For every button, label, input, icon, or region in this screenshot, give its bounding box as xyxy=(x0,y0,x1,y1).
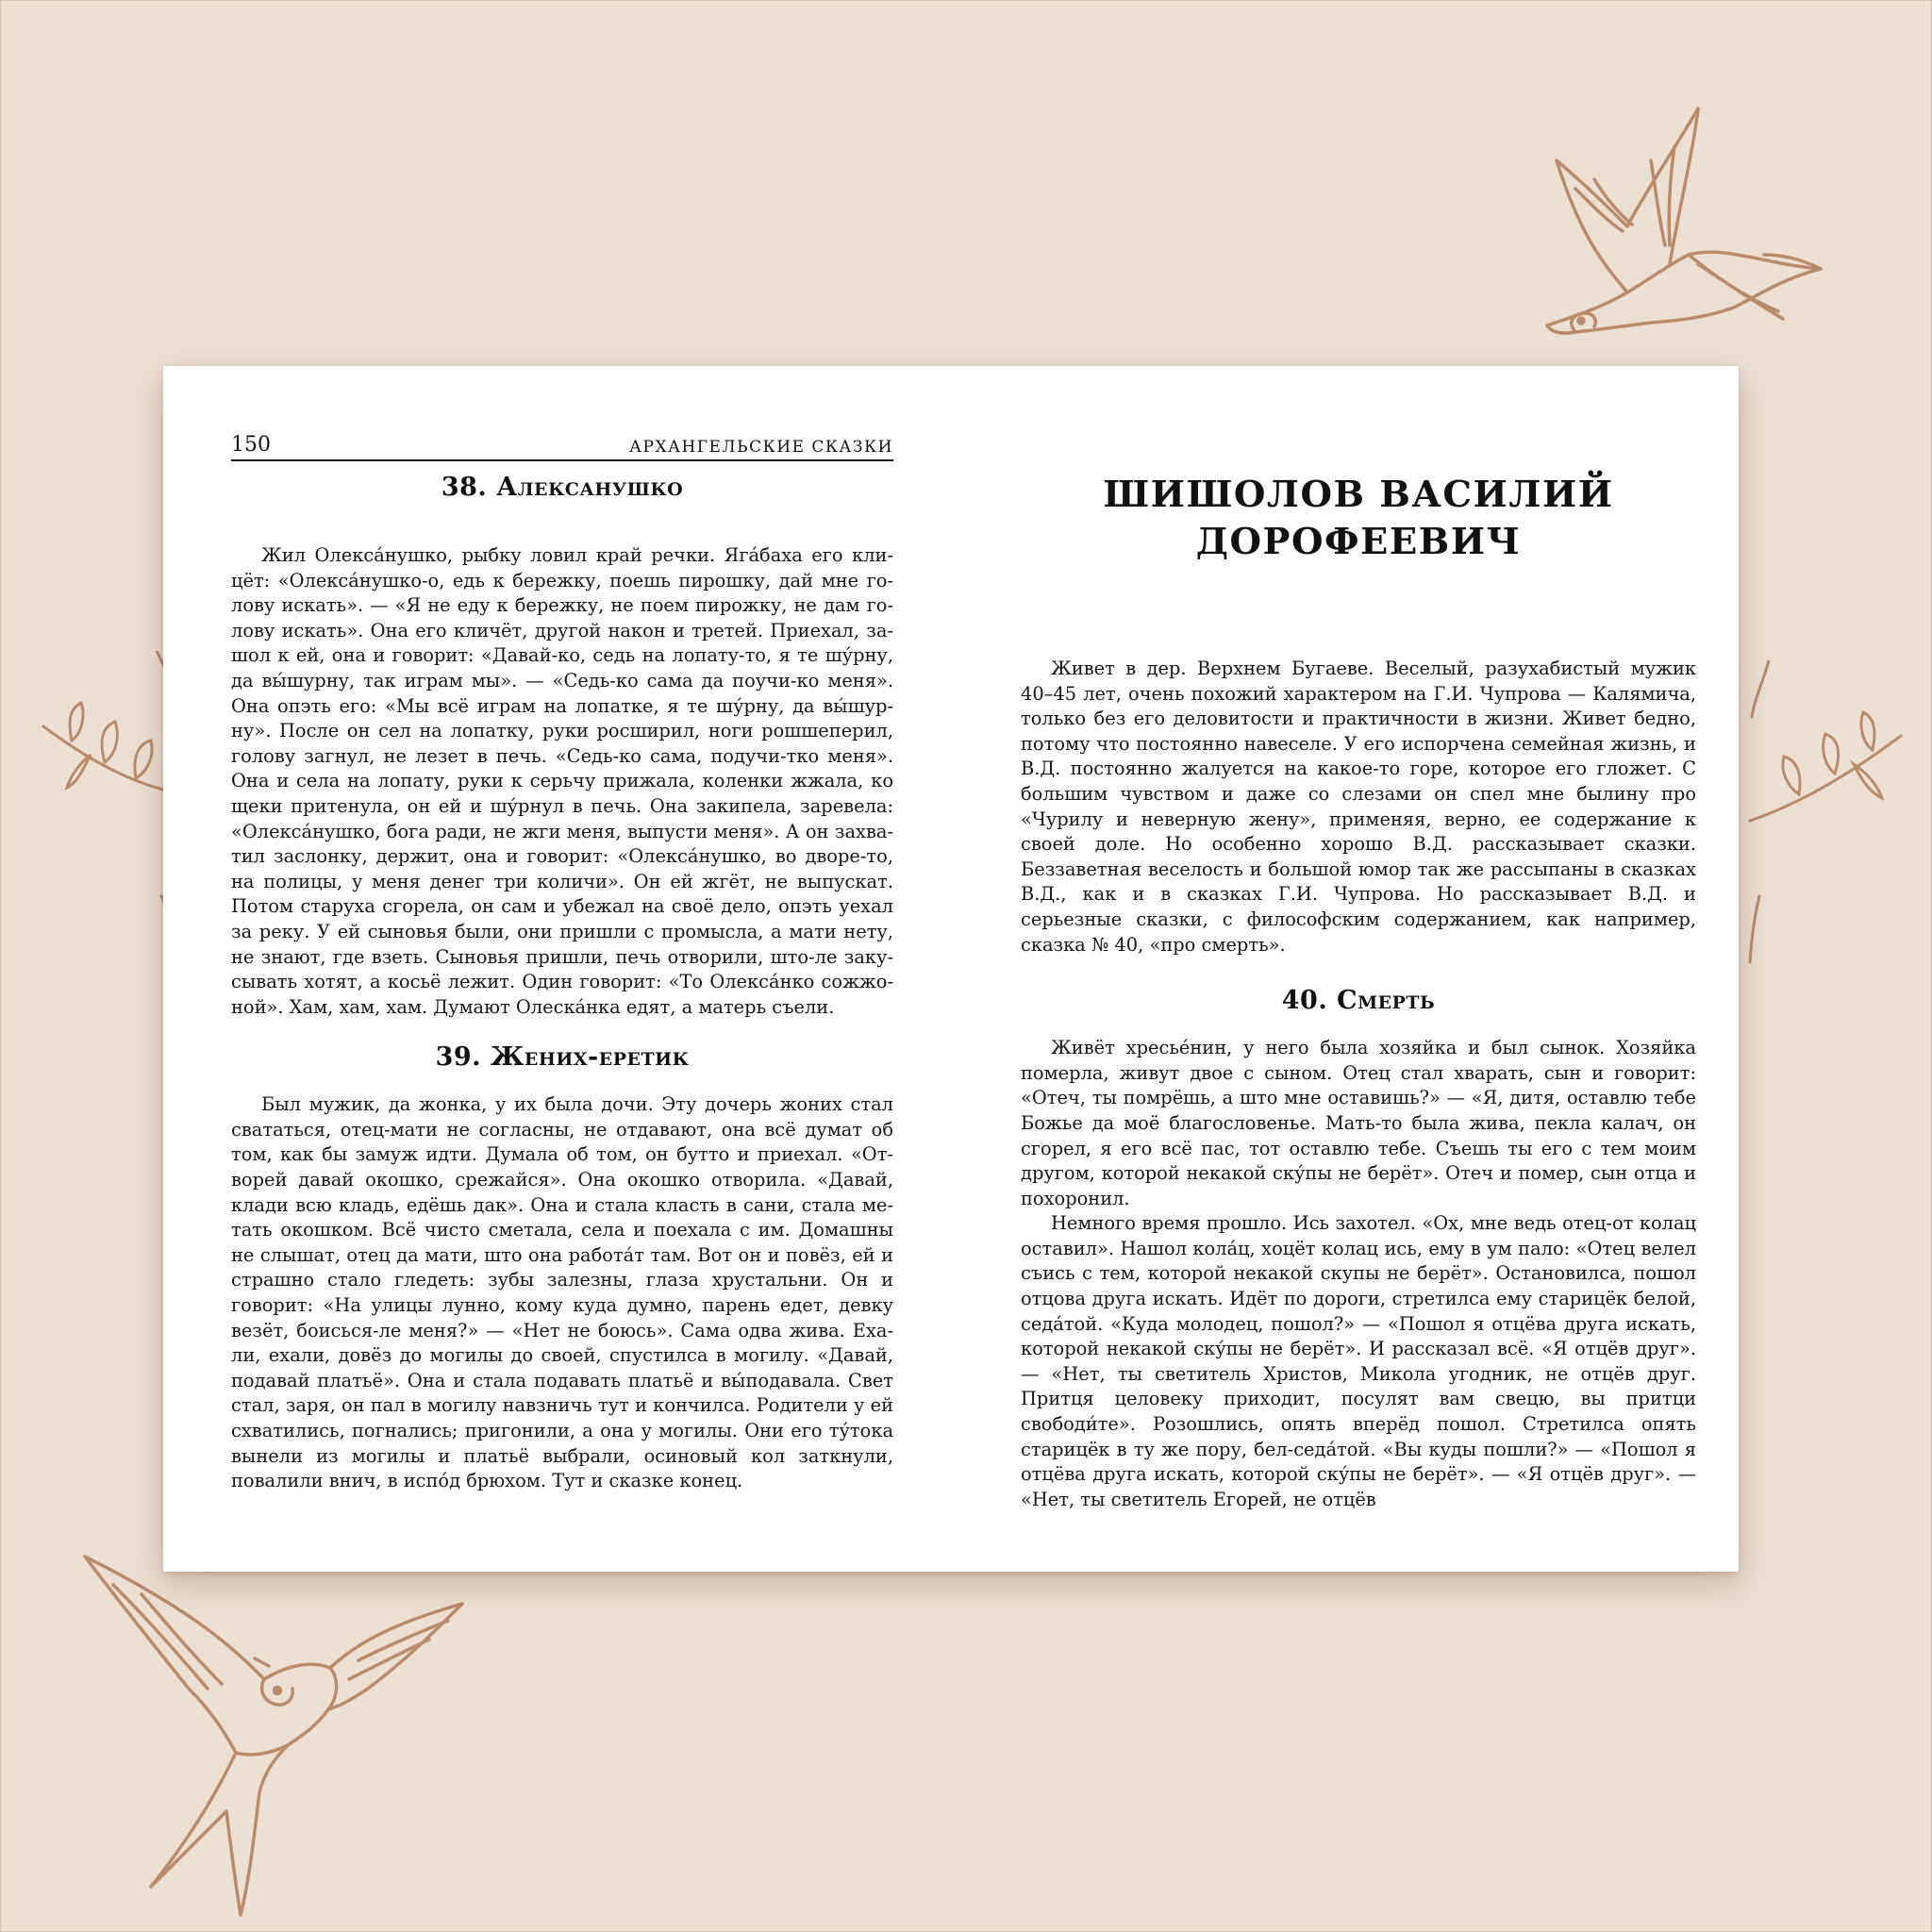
branch-right-icon xyxy=(1740,660,1910,1000)
author-name xyxy=(1021,472,1696,566)
left-page xyxy=(231,430,893,1494)
branch-left-icon xyxy=(34,651,185,1009)
tale-40-paragraph-1: Живёт хресье́нин, у него была хозяйка и был сынок. Хозяйка померла, живут двое с сыном. Отец стал хварать, сын и говорит: «Отеч, ты помрёшь, а што мне оставишь?» — «Я, дитя, оставлю тебе Божье да моё благословенье. Мать-то была жива, пекла калач, он сгорел, я его всё пас, тот оставлю тебе. Съешь ты его с тем моим другом, которой некакой ску́пы не берёт». Отеч и помер, сын отца и похоронил. xyxy=(1021,1037,1696,1209)
book-spread xyxy=(163,366,1739,1572)
running-head xyxy=(231,430,893,461)
tale-40-title: 40. Смерть xyxy=(1281,986,1436,1016)
tale-39-text: Был мужик, да жонка, у их была дочи. Эту дочерь жоних стал свататься, отец-мати не согласны, не отдавают, она всё думат об том, как бы замуж идти. Думала об том, он бутто и приехал. «Отворей давай окошко, срежайся». Она окошко отворила. «Давай, клади всю кладь, едёшь дак». Она и стала класть в сани, стала метать окошком. Всё чисто сметала, села и поехала с им. Домашны не слышат, отец да мати, што она работа́т там. Вот он и повёз, ей и страшно стало гледеть: зубы залезны, глаза хрустальни. Он и говорит: «На улицы лунно, кому куда думно, парень едет, девку везёт, боисься-ле меня?» — «Нет не боюсь». Сама одва жива. Ехали, ехали, довёз до могилы до своей, спустилса в могилу. «Давай, подавай платьё». Она и стала подавать платьё и вы́подавала. Свет стал, заря, он пал в могилу навзничь тут и кончилса. Родители у ей схватились, погнались; пригонили, а она у могилы. Они его ту́тока вынели из могилы и платьё выбрали, осиновый кол заткнули, повалили внич, в испо́д брюхом. Тут и сказке конец. xyxy=(231,1093,893,1492)
swallow-bottom-left-icon xyxy=(75,1547,481,1924)
tale-38-title: 38. Алексанушко xyxy=(441,473,684,502)
page-number: 150 xyxy=(231,433,271,457)
tale-39-title: 39. Жених-еретик xyxy=(435,1042,690,1073)
author-name-line-1: ШИШОЛОВ ВАСИЛИЙ xyxy=(1103,474,1614,516)
tale-40-paragraph-2: Немного время прошло. Ись захотел. «Ох, мне ведь отец-от колац оставил». Нашол кола́ц, хоцёт колац ись, ему в ум пало: «Отец велел съись с тем, которой некакой скупы не берёт». Остановилса, пошол отцова друга искать. Идёт по дороги, стретилса ему старицёк белой, седа́той. «Куда молодец, пошол?» — «Пошол я отцёва друга искать, которой некакой ску́пы не берёт». И рассказал всё. «Я отцёв друг». — «Нет, ты светитель Христов, Микола угодник, не отцёв друг. Притця целовеку приходит, посулят вам свецю, вы притци свободи́те». Розошлись, опять вперёд пошол. Стретилса опять старицёк в ту же пору, бел-седа́той. «Вы куды пошли?» — «Пошол я отцёва друга искать, которой ску́пы не берёт». — «Я отцёв друг». — «Нет, ты светитель Егорей, не отцёв xyxy=(1021,1212,1696,1510)
section-title: АРХАНГЕЛЬСКИЕ СКАЗКИ xyxy=(629,438,893,457)
swallow-top-right-icon xyxy=(1538,104,1849,349)
tale-38-text: Жил Олекса́нушко, рыбку ловил край речки. Яга́баха его клицёт: «Олекса́нушко-о, едь к бережку, поешь пирошку, дай мне голову искать». — «Я не еду к бережку, не поем пирожку, не дам голову искать». Она его кличёт, другой након и третей. Приехал, зашол к ей, она и говорит: «Давай-ко, седь на лопату-то, я те шу́рну, да вы́шурну, так играм мы». — «Седь-ко сама да поучи-ко меня». Она опэть его: «Мы всё играм на лопатке, я те шу́рну, да вы́шурну». После он сел на лопатку, руки росширил, ноги рошшеперил, голову загнул, не лезет в печь. «Седь-ко сама, подучи-тко меня». Она и села на лопату, руки к серьчу прижала, коленки жжала, ко щеки притенула, он ей и шу́рнул в печь. Она закипела, заревела: «Олекса́нушко, бога ради, не жги меня, выпусти меня». А он захватил заслонку, держит, она и говорит: «Олекса́нушко, во дворе-то, на полицы, у меня денег три количи». Он ей жгёт, не выпускат. Потом старуха сгорела, он сам и убежал на своё дело, опэть уехал за реку. У ей сыновья были, они пришли с промысла, а мати нету, не знают, где взеть. Сыновья пришли, печь отворили, што-ле закусывать хотят, а косьё лежит. Один говорит: «То Олекса́нко сожжоной». Хам, хам, хам. Думают Олеска́нка едят, а матерь съели. xyxy=(231,544,893,1018)
right-page xyxy=(1021,472,1696,1512)
author-name-line-2: ДОРОФЕЕВИЧ xyxy=(1195,521,1522,563)
author-bio: Живет в дер. Верхнем Бугаеве. Веселый, разухабистый мужик 40–45 лет, очень похожий характером на Г.И. Чупрова — Калямича, только без его деловитости и практичности в жизни. Живет бедно, потому что постоянно навеселе. У его испорчена семейная жизнь, и В.Д. постоянно жалуется на какое-то горе, которое его гложет. С большим чувством и даже со слезами он спел мне былину про «Чурилу и неверную жену», применяя, верно, ее содержание к своей доле. Но особенно хорошо В.Д. рассказывает сказки. Беззаветная веселость и большой юмор так же рассыпаны в сказках В.Д., как и в сказках Г.И. Чупрова. Но рассказывает В.Д. и серьезные сказки, с философским содержанием, как например, сказка № 40, «про смерть». xyxy=(1021,658,1696,956)
